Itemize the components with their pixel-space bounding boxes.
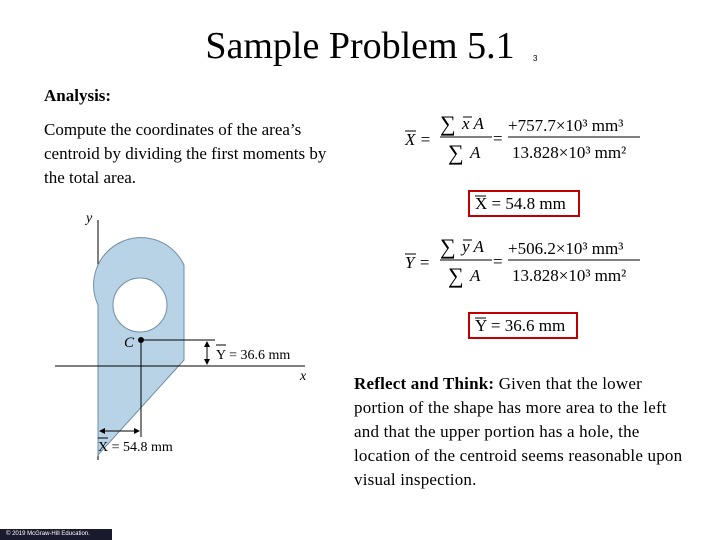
y-arrowhead-bottom [204, 359, 210, 365]
y-result: Y = 36.6 mm [475, 316, 566, 335]
slide-title: Sample Problem 5.1 [205, 25, 515, 67]
reflect-heading: Reflect and Think: [354, 374, 495, 393]
centroid-figure [50, 205, 320, 465]
x-arrowhead-right [134, 428, 140, 434]
x-lhs: X = [405, 130, 432, 149]
y-den-value: 13.828×10³ mm² [512, 266, 627, 285]
y-axis-label: y [86, 211, 93, 226]
y-lhs: Y = [405, 253, 431, 272]
x-den-value: 13.828×10³ mm² [512, 143, 627, 162]
reflect-text: Given that the lower portion of the shape has more area to the left and that the upper portion has a hole, the location of the centroid seems reasonable upon visual inspection. [354, 374, 683, 489]
hole-circle [113, 278, 167, 332]
reflect-paragraph [354, 372, 694, 492]
y-equals: = [493, 252, 503, 271]
plate-shape [94, 238, 184, 455]
y-den-var: A [470, 266, 481, 285]
x-axis-label: x [300, 369, 307, 384]
centroid-point [138, 337, 144, 343]
x-den-var: A [470, 143, 481, 162]
x-num-sigma: ∑ [440, 111, 456, 136]
x-den-sigma: ∑ [448, 140, 464, 165]
y-dim-label: Y = 36.6 mm [216, 348, 291, 363]
copyright-footer: © 2019 McGraw-Hill Education. [0, 529, 112, 540]
centroid-label: C [124, 335, 135, 351]
x-num-value: +757.7×10³ mm³ [508, 116, 624, 135]
y-den-sigma: ∑ [448, 263, 464, 288]
x-result: X = 54.8 mm [475, 194, 566, 213]
compute-text: Compute the coordinates of the area’s centroid by dividing the first moments by the total area. [44, 120, 327, 187]
analysis-heading: Analysis: [44, 86, 112, 105]
x-equals: = [493, 129, 503, 148]
y-num-sigma: ∑ [440, 234, 456, 259]
x-dim-label: X = 54.8 mm [98, 440, 173, 455]
x-num-var: x A [462, 114, 484, 133]
slide-number: 3 [533, 54, 538, 63]
y-num-var: y A [462, 237, 484, 256]
y-arrowhead-top [204, 341, 210, 347]
equations [400, 105, 660, 345]
y-num-value: +506.2×10³ mm³ [508, 239, 624, 258]
